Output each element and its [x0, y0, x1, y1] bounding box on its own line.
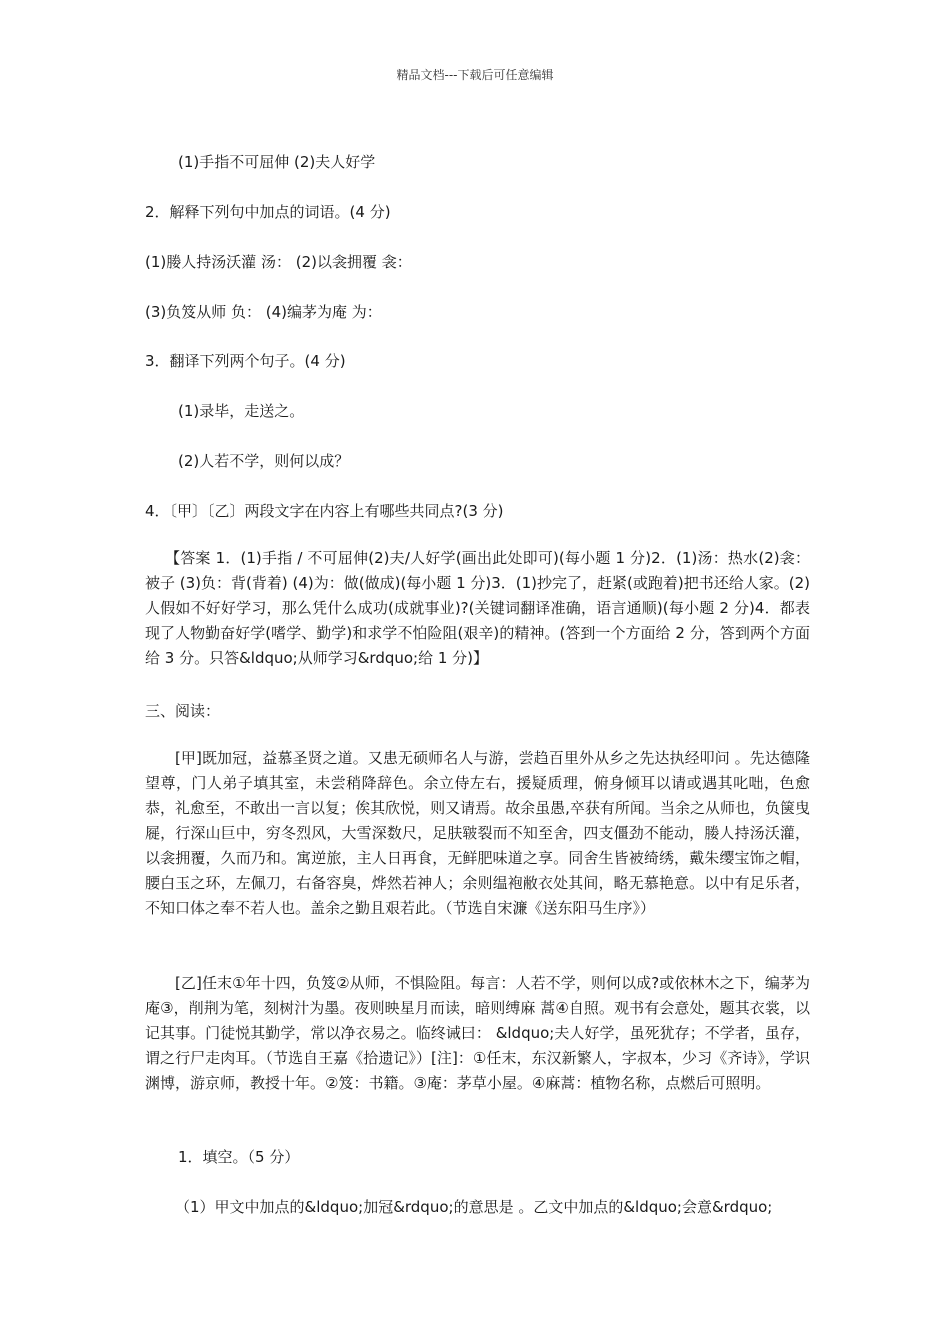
question-3-item-2: (2)人若不学，则何以成？ — [178, 452, 350, 470]
passage-b-text: [乙]任末①年十四，负笈②从师，不惧险阻。每言：人若不学，则何以成?或依林木之下，编茅为庵③，削荆为笔，刻树汁为墨。夜则映星月而读，暗则缚麻 蒿④自照。观书有会意处，题其衣裳，以记其事。门徒悦其勤学，常以净衣易之。临终诫曰： &ldquo;夫人好学，虽死犹存；不学者，虽存，谓之行尸走肉耳。（节选自王嘉《拾遗记》）[注]：①任末，东汉新繁人，字叔本，少习《齐诗》，学识渊博，游京师，教授十年。②笈：书籍。③庵：茅草小屋。④麻蒿：植物名称，点燃后可照明。 — [145, 974, 810, 1092]
passage-a-text: [甲]既加冠，益慕圣贤之道。又患无硕师名人与游，尝趋百里外从乡之先达执经叩问 。先达德隆望尊，门人弟子填其室，未尝稍降辞色。余立侍左右，援疑质理，俯身倾耳以请或遇其叱咄，色愈恭，礼愈至，不敢出一言以复；俟其欣悦，则又请焉。故余虽愚,卒获有所闻。当余之从师也，负箧曳屣，行深山巨中，穷冬烈风，大雪深数尺，足肤皲裂而不知至舍，四支僵劲不能动，媵人持汤沃灌，以衾拥覆，久而乃和。寓逆旅，主人日再食，无鲜肥味道之享。同舍生皆被绮绣，戴朱缨宝饰之帽，腰白玉之环，左佩刀，右备容臭，烨然若神人；余则缊袍敝衣处其间，略无慕艳意。以中有足乐者，不知口体之奉不若人也。盖余之勤且艰若此。（节选自宋濂《送东阳马生序》） — [145, 749, 810, 917]
question-3-item-1: (1)录毕，走送之。 — [178, 402, 305, 420]
question-4: 4．〔甲〕〔乙〕两段文字在内容上有哪些共同点?(3 分) — [145, 502, 504, 520]
passage-a — [145, 746, 810, 921]
answer-block — [145, 546, 810, 671]
fill-in-title: 1．填空。（5 分） — [178, 1148, 300, 1166]
fill-in-question-1: （1）甲文中加点的&ldquo;加冠&rdquo;的意思是 。乙文中加点的&ldquo;会意&rdquo; — [175, 1198, 773, 1216]
page-header: 精品文档---下载后可任意编辑 — [396, 68, 554, 82]
question-2: 2．解释下列句中加点的词语。(4 分) — [145, 203, 391, 221]
section-3-heading: 三、阅读： — [145, 702, 221, 720]
question-3: 3．翻译下列两个句子。(4 分) — [145, 352, 346, 370]
answer-line-1: (1)手指不可屈伸 (2)夫人好学 — [178, 153, 376, 171]
question-2-items-a: (1)媵人持汤沃灌 汤： (2)以衾拥覆 衾： — [145, 253, 412, 271]
question-2-items-b: (3)负笈从师 负： (4)编茅为庵 为： — [145, 303, 382, 321]
passage-b — [145, 971, 810, 1096]
answer-text: 【答案 1．(1)手指 / 不可屈伸(2)夫/人好学(画出此处即可)(每小题 1 分)2．(1)汤：热水(2)衾：被子 (3)负：背(背着) (4)为：做(做成)(每小题 1 分)3．(1)抄完了，赶紧(或跑着)把书还给人家。(2)人假如不好好学习，那么凭什么成功(成就事业)?(关键词翻译准确，语言通顺)(每小题 2 分)4．都表现了人物勤奋好学(嗜学、勤学)和求学不怕险阻(艰辛)的精神。(答到一个方面给 2 分，答到两个方面给 3 分。只答&ldquo;从师学习&rdquo;给 1 分)】 — [145, 549, 810, 667]
